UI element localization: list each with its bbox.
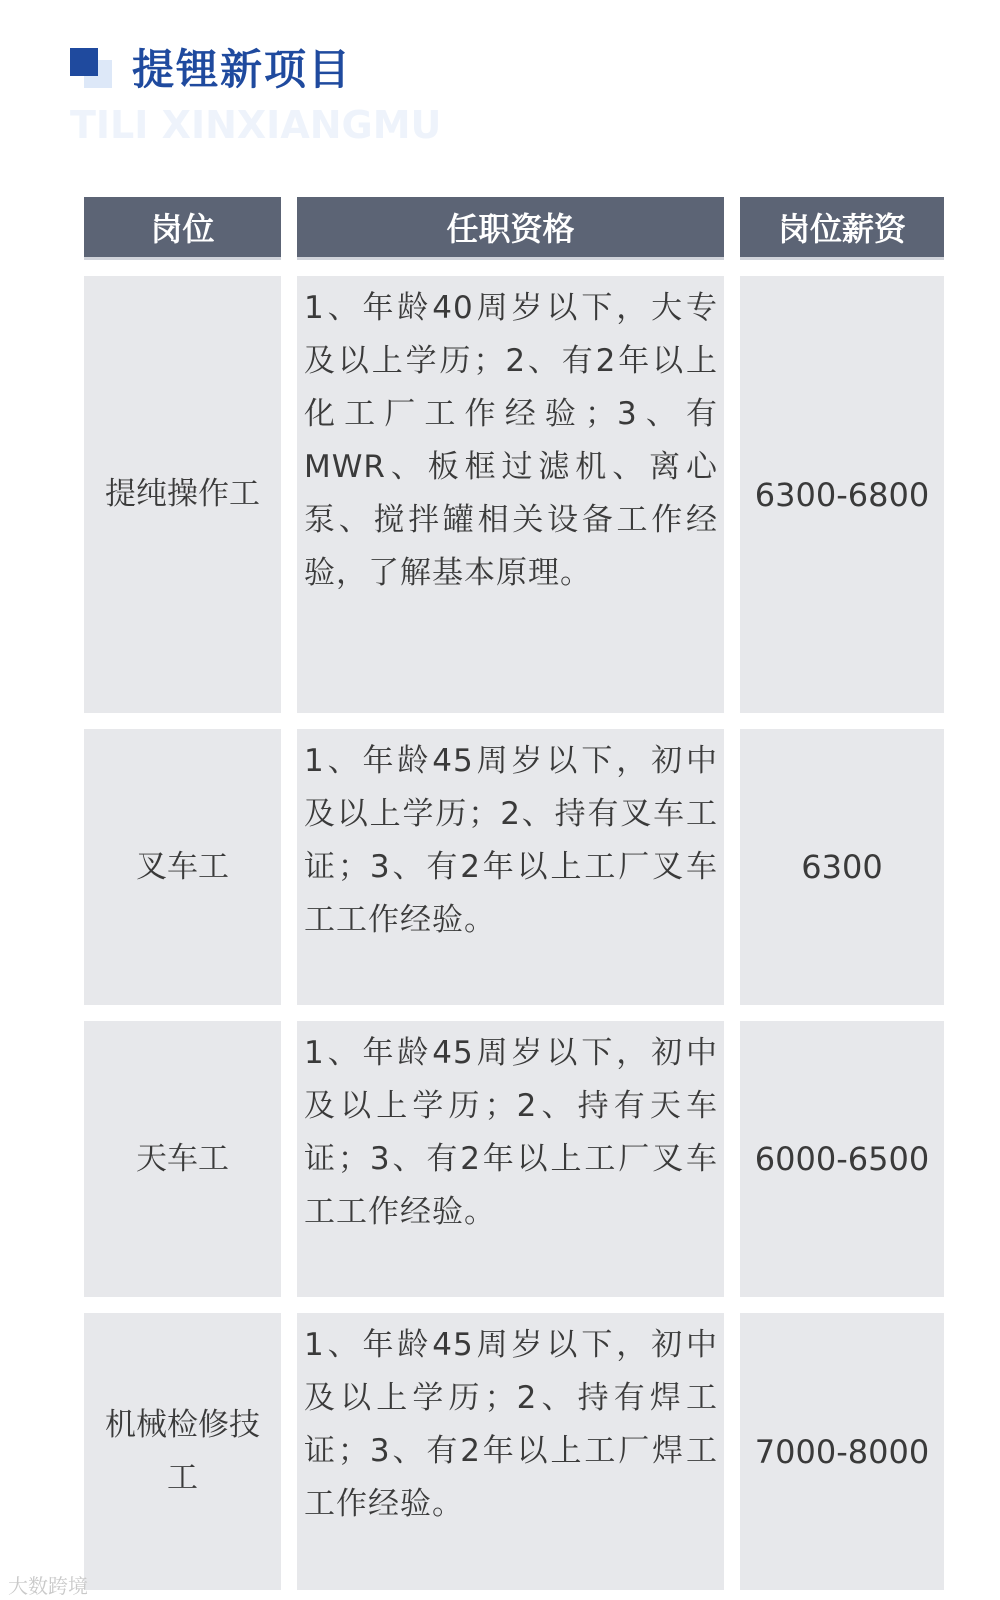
col-header-salary: 岗位薪资 (740, 197, 944, 260)
cell-salary: 6300 (740, 729, 944, 1005)
cell-requirements: 1、年龄45周岁以下，初中及以上学历；2、持有天车证；3、有2年以上工厂叉车工工作经验。 (297, 1021, 724, 1297)
cell-requirements: 1、年龄45周岁以下，初中及以上学历；2、持有叉车工证；3、有2年以上工厂叉车工工作经验。 (297, 729, 724, 1005)
cell-requirements: 1、年龄45周岁以下，初中及以上学历；2、持有焊工证；3、有2年以上工厂焊工工作经验。 (297, 1313, 724, 1590)
cell-position: 天车工 (84, 1021, 281, 1297)
cell-salary: 6000-6500 (740, 1021, 944, 1297)
col-header-position: 岗位 (84, 197, 281, 260)
section-header (70, 45, 670, 158)
cell-salary: 7000-8000 (740, 1313, 944, 1590)
col-header-requirements: 任职资格 (297, 197, 724, 260)
section-title: 提锂新项目 (132, 45, 353, 94)
square-accent-icon (70, 48, 98, 76)
section-subtitle: TILI XINXIANGMU (70, 103, 442, 147)
cell-position: 叉车工 (84, 729, 281, 1005)
watermark: 大数跨境 (8, 1574, 88, 1598)
cell-position: 提纯操作工 (84, 276, 281, 713)
cell-position: 机械检修技工 (84, 1313, 281, 1590)
cell-salary: 6300-6800 (740, 276, 944, 713)
cell-requirements: 1、年龄40周岁以下，大专及以上学历；2、有2年以上化工厂工作经验；3、有MWR、板框过滤机、离心泵、搅拌罐相关设备工作经验，了解基本原理。 (297, 276, 724, 713)
